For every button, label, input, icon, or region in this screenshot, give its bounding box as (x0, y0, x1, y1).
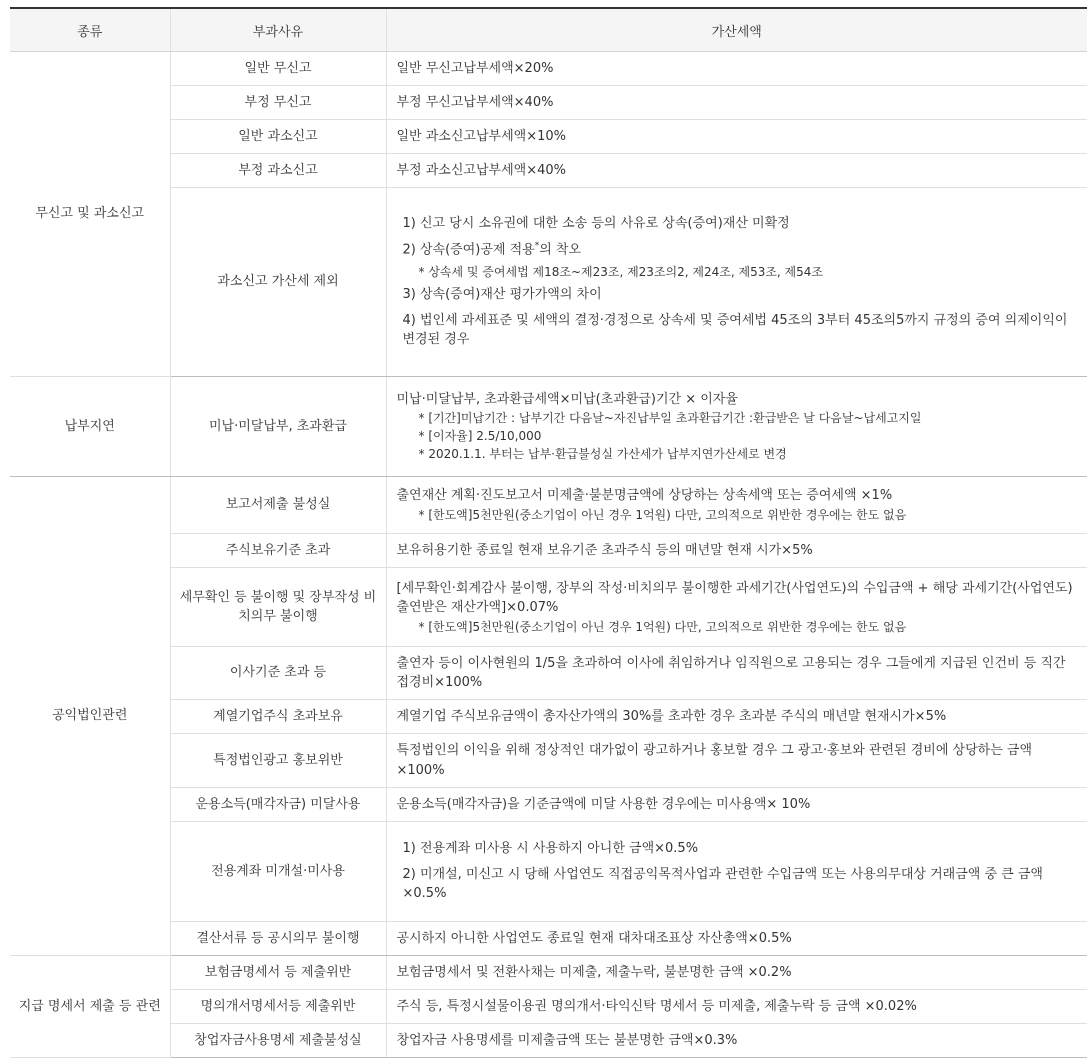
reason-cell: 세무확인 등 불이행 및 장부작성 비치의무 불이행 (170, 568, 386, 647)
tax-cell: 부정 무신고납부세액×40% (386, 86, 1087, 120)
tax-cell: 출연자 등이 이사현원의 1/5을 초과하여 이사에 취임하거나 임직원으로 고용되는 경우 그들에게 지급된 인건비 등 직간접경비×100% (386, 647, 1087, 700)
tax-text: 출연재산 계획·진도보고서 미제출·불분명금액에 상당하는 상속세액 또는 증여세액 ×1% (396, 488, 893, 504)
list-item: 3) 상속(증여)재산 평가가액의 차이 (402, 287, 602, 303)
reason-cell: 부정 무신고 (170, 86, 386, 120)
footnote: * [한도액]5천만원(중소기업이 아닌 경우 1억원) 다만, 고의적으로 위반한 경우에는 한도 없음 (418, 619, 907, 634)
list-item: 2) 미개설, 미신고 시 당해 사업연도 직접공익목적사업과 관련한 수입금액 또는 사용의무대상 거래금액 중 큰 금액×0.5% (402, 866, 1043, 902)
table-row (10, 154, 1087, 188)
reason-cell: 계열기업주식 초과보유 (170, 700, 386, 734)
tax-cell (386, 377, 1087, 477)
table-row (10, 568, 1087, 647)
reason-cell: 운용소득(매각자금) 미달사용 (170, 788, 386, 822)
tax-cell (386, 477, 1087, 534)
tax-cell: 일반 과소신고납부세액×10% (386, 120, 1087, 154)
table-row (10, 788, 1087, 822)
tax-cell: 주식 등, 특정시설물이용권 명의개서·타익신탁 명세서 등 미제출, 제출누락 등 금액 ×0.02% (386, 990, 1087, 1024)
tax-cell: 일반 무신고납부세액×20% (386, 52, 1087, 86)
table-row (10, 647, 1087, 700)
tax-cell: 창업자금 사용명세를 미제출금액 또는 불분명한 금액×0.3% (386, 1024, 1087, 1058)
penalty-tax-table (10, 7, 1087, 1058)
reason-cell: 보험금명세서 등 제출위반 (170, 956, 386, 990)
table-row (10, 86, 1087, 120)
table-row (10, 188, 1087, 377)
reason-cell: 부정 과소신고 (170, 154, 386, 188)
tax-cell: 보험금명세서 및 전환사채는 미제출, 제출누락, 불분명한 금액 ×0.2% (386, 956, 1087, 990)
footnote: * 상속세 및 증여세법 제18조~제23조, 제23조의2, 제24조, 제53조, 제54조 (418, 265, 824, 280)
reason-cell: 과소신고 가산세 제외 (170, 188, 386, 377)
reason-cell: 결산서류 등 공시의무 불이행 (170, 922, 386, 956)
footnote: * [한도액]5천만원(중소기업이 아닌 경우 1억원) 다만, 고의적으로 위반한 경우에는 한도 없음 (418, 507, 907, 522)
reason-cell: 보고서제출 불성실 (170, 477, 386, 534)
tax-cell: 계열기업 주식보유금액이 총자산가액의 30%를 초과한 경우 초과분 주식의 매년말 현재시가×5% (386, 700, 1087, 734)
category-cell: 납부지연 (10, 377, 170, 477)
footnote: * 2020.1.1. 부터는 납부·환급불성실 가산세가 납부지연가산세로 변경 (418, 447, 787, 462)
footnote: * [이자율] 2.5/10,000 (418, 429, 542, 444)
table-row (10, 956, 1087, 990)
category-cell: 지급 명세서 제출 등 관련 (10, 956, 170, 1058)
tax-cell: 특정법인의 이익을 위해 정상적인 대가없이 광고하거나 홍보할 경우 그 광고·홍보와 관련된 경비에 상당하는 금액×100% (386, 734, 1087, 788)
reason-cell: 명의개서명세서등 제출위반 (170, 990, 386, 1024)
table-row (10, 477, 1087, 534)
table-row (10, 922, 1087, 956)
table-row (10, 822, 1087, 922)
reason-cell: 주식보유기준 초과 (170, 534, 386, 568)
reason-cell: 특정법인광고 홍보위반 (170, 734, 386, 788)
table-row (10, 534, 1087, 568)
table-row (10, 1024, 1087, 1058)
tax-cell: 공시하지 아니한 사업연도 종료일 현재 대차대조표상 자산총액×0.5% (386, 922, 1087, 956)
reason-cell: 창업자금사용명세 제출불성실 (170, 1024, 386, 1058)
header-reason: 부과사유 (170, 8, 386, 52)
list-item: 2) 상속(증여)공제 적용*의 착오 (402, 240, 582, 257)
table-row (10, 52, 1087, 86)
tax-cell: 부정 과소신고납부세액×40% (386, 154, 1087, 188)
reason-cell: 일반 과소신고 (170, 120, 386, 154)
table-row (10, 120, 1087, 154)
table-row (10, 734, 1087, 788)
list-item: 4) 법인세 과세표준 및 세액의 결정·경정으로 상속세 및 증여세법 45조의 3부터 45조의5까지 규정의 증여 의제이익이 변경된 경우 (402, 312, 1068, 348)
tax-text: 미납·미달납부, 초과환급세액×미납(초과환급)기간 × 이자율 (396, 391, 738, 407)
header-row (10, 8, 1087, 52)
list-item: 1) 신고 당시 소유권에 대한 소송 등의 사유로 상속(증여)재산 미확정 (402, 216, 790, 232)
table-row (10, 700, 1087, 734)
tax-cell (386, 568, 1087, 647)
reason-cell: 일반 무신고 (170, 52, 386, 86)
table-row (10, 377, 1087, 477)
tax-text: [세무확인·회계감사 불이행, 장부의 작성·비치의무 불이행한 과세기간(사업연도)의 수입금액 + 해당 과세기간(사업연도) 출연받은 재산가액]×0.07% (396, 580, 1073, 615)
list-item: 1) 전용계좌 미사용 시 사용하지 아니한 금액×0.5% (402, 841, 699, 857)
category-cell: 무신고 및 과소신고 (10, 52, 170, 377)
header-category: 종류 (10, 8, 170, 52)
category-cell: 공익법인관련 (10, 477, 170, 956)
reason-cell: 미납·미달납부, 초과환급 (170, 377, 386, 477)
tax-cell (386, 822, 1087, 922)
reason-cell: 이사기준 초과 등 (170, 647, 386, 700)
header-tax: 가산세액 (386, 8, 1087, 52)
table-row (10, 990, 1087, 1024)
tax-cell: 보유허용기한 종료일 현재 보유기준 초과주식 등의 매년말 현재 시가×5% (386, 534, 1087, 568)
tax-cell: 운용소득(매각자금)을 기준금액에 미달 사용한 경우에는 미사용액× 10% (386, 788, 1087, 822)
footnote: * [기간]미납기간 : 납부기간 다음날~자진납부일 초과환급기간 :환급받은 날 다음날~납세고지일 (418, 411, 922, 426)
reason-cell: 전용계좌 미개설·미사용 (170, 822, 386, 922)
tax-cell (386, 188, 1087, 377)
